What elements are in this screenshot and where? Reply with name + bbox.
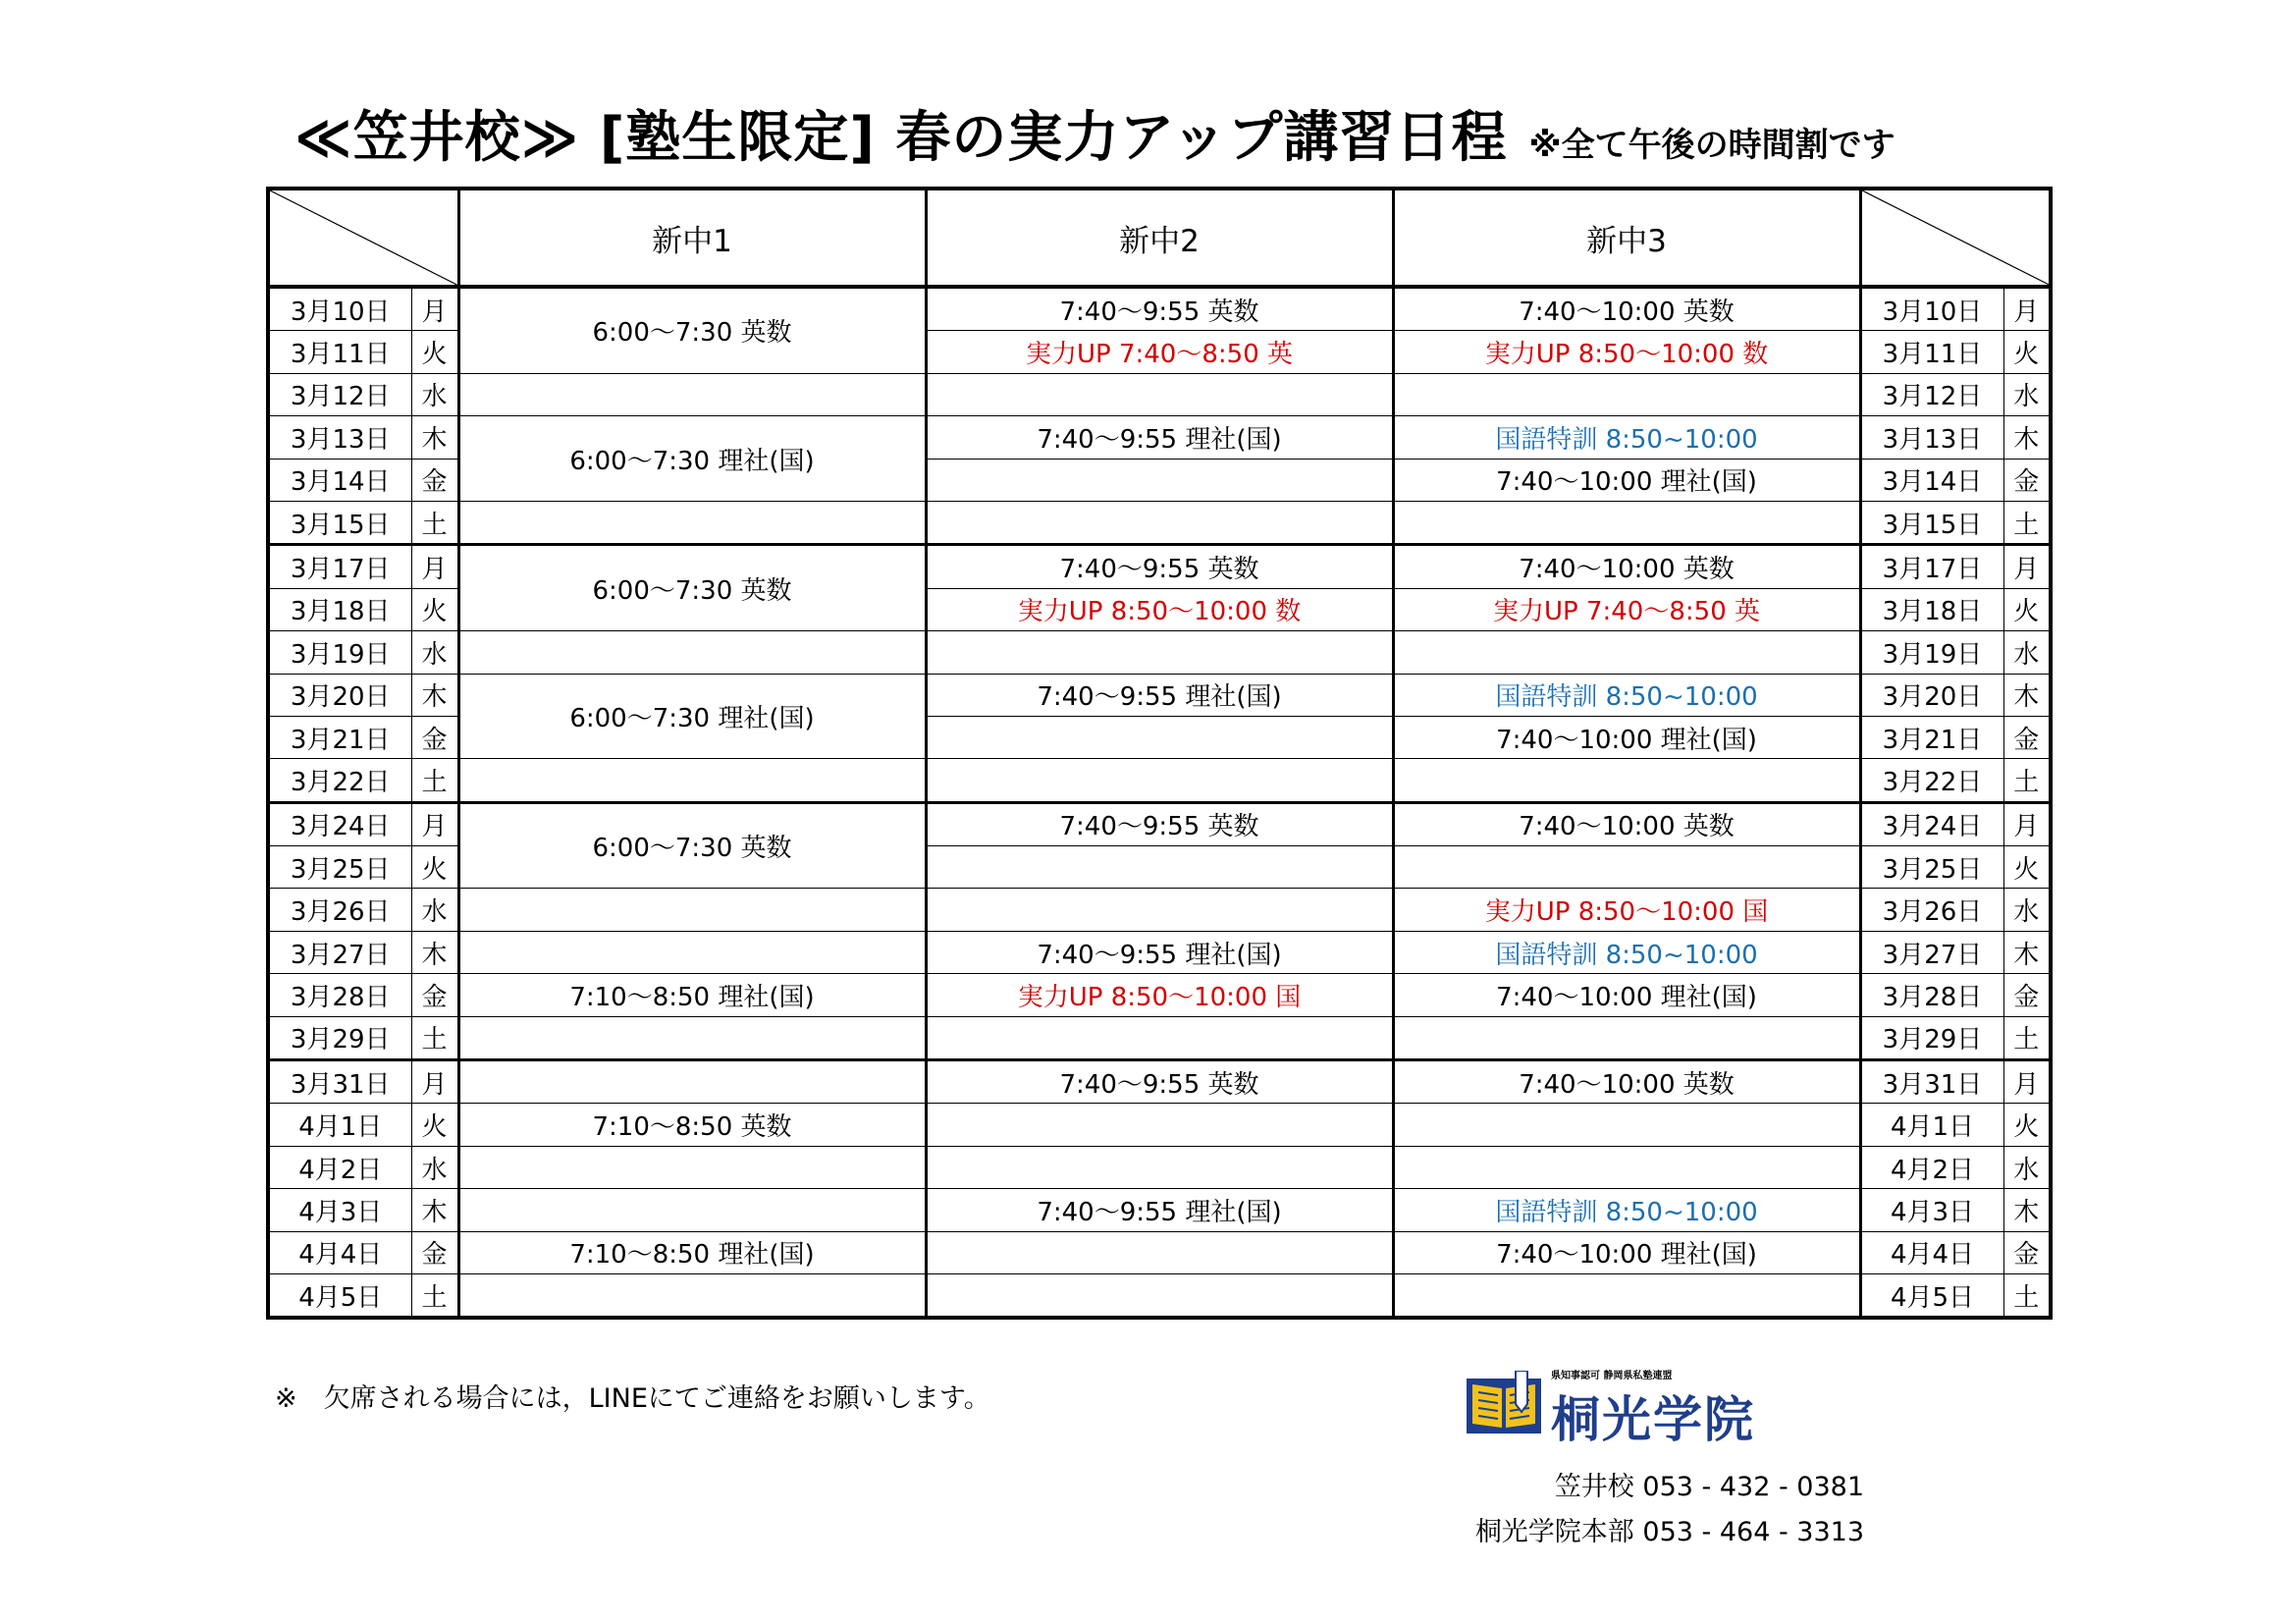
date-cell-right: 3月28日 bbox=[1860, 974, 2003, 1016]
table-row bbox=[268, 1060, 2051, 1104]
weekday-cell: 土 bbox=[411, 501, 458, 544]
grade2-cell: 7:40～9:55 理社(国) bbox=[926, 1189, 1393, 1231]
grade2-cell: 7:40～9:55 理社(国) bbox=[926, 416, 1393, 459]
weekday-cell-right: 火 bbox=[2003, 588, 2051, 630]
school-logo bbox=[1465, 1367, 1818, 1448]
grade1-cell bbox=[458, 1189, 926, 1231]
weekday-cell-right: 水 bbox=[2003, 889, 2051, 931]
date-cell: 3月13日 bbox=[268, 416, 411, 459]
weekday-cell: 木 bbox=[411, 416, 458, 459]
date-cell-right: 3月20日 bbox=[1860, 674, 2003, 716]
header-corner-right bbox=[1860, 189, 2051, 287]
grade1-cell bbox=[458, 373, 926, 415]
grade2-cell bbox=[926, 846, 1393, 889]
date-cell: 3月29日 bbox=[268, 1016, 411, 1059]
grade3-cell bbox=[1393, 759, 1860, 802]
date-cell: 3月12日 bbox=[268, 373, 411, 415]
date-cell: 3月25日 bbox=[268, 846, 411, 889]
table-row bbox=[268, 974, 2051, 1016]
grade3-cell: 7:40～10:00 英数 bbox=[1393, 1060, 1860, 1104]
grade2-cell bbox=[926, 1231, 1393, 1273]
date-cell-right: 3月19日 bbox=[1860, 631, 2003, 674]
weekday-cell-right: 月 bbox=[2003, 545, 2051, 588]
grade2-cell bbox=[926, 889, 1393, 931]
grade2-cell: 7:40～9:55 英数 bbox=[926, 287, 1393, 331]
header-row bbox=[268, 189, 2051, 287]
weekday-cell-right: 水 bbox=[2003, 373, 2051, 415]
table-row bbox=[268, 889, 2051, 931]
date-cell: 3月31日 bbox=[268, 1060, 411, 1104]
grade3-cell bbox=[1393, 1273, 1860, 1318]
weekday-cell: 金 bbox=[411, 974, 458, 1016]
footnote: ※ 欠席される場合には，LINEにてご連絡をお願いします。 bbox=[275, 1383, 990, 1414]
grade2-cell: 7:40～9:55 英数 bbox=[926, 545, 1393, 588]
date-cell-right: 3月15日 bbox=[1860, 501, 2003, 544]
grade1-cell bbox=[458, 759, 926, 802]
date-cell-right: 4月4日 bbox=[1860, 1231, 2003, 1273]
grade3-cell: 実力UP 8:50～10:00 国 bbox=[1393, 889, 1860, 931]
table-row bbox=[268, 416, 2051, 459]
weekday-cell-right: 金 bbox=[2003, 974, 2051, 1016]
date-cell-right: 3月18日 bbox=[1860, 588, 2003, 630]
grade3-cell bbox=[1393, 1104, 1860, 1146]
grade2-cell: 実力UP 8:50～10:00 国 bbox=[926, 974, 1393, 1016]
weekday-cell: 木 bbox=[411, 931, 458, 973]
grade2-cell bbox=[926, 759, 1393, 802]
header-grade2: 新中2 bbox=[926, 189, 1393, 287]
grade1-cell: 7:10～8:50 理社(国) bbox=[458, 1231, 926, 1273]
grade1-cell bbox=[458, 1016, 926, 1059]
weekday-cell-right: 木 bbox=[2003, 416, 2051, 459]
grade1-cell bbox=[458, 1060, 926, 1104]
grade3-cell bbox=[1393, 1016, 1860, 1059]
date-cell-right: 3月31日 bbox=[1860, 1060, 2003, 1104]
grade2-cell bbox=[926, 373, 1393, 415]
grade3-cell bbox=[1393, 501, 1860, 544]
page-title bbox=[294, 94, 1896, 173]
grade1-cell: 6:00～7:30 英数 bbox=[458, 287, 926, 373]
date-cell: 4月1日 bbox=[268, 1104, 411, 1146]
grade3-cell: 7:40～10:00 理社(国) bbox=[1393, 459, 1860, 501]
logo-license: 県知事認可 静岡県私塾連盟 bbox=[1551, 1371, 1673, 1381]
weekday-cell-right: 土 bbox=[2003, 1273, 2051, 1318]
date-cell: 4月3日 bbox=[268, 1189, 411, 1231]
date-cell-right: 3月29日 bbox=[1860, 1016, 2003, 1059]
date-cell-right: 3月27日 bbox=[1860, 931, 2003, 973]
grade2-cell bbox=[926, 1146, 1393, 1188]
grade3-cell: 7:40～10:00 英数 bbox=[1393, 287, 1860, 331]
title-main: ≪笠井校≫ [塾生限定] 春の実力アップ講習日程 bbox=[294, 106, 1508, 170]
title-note: ※全て午後の時間割です bbox=[1528, 126, 1896, 165]
date-cell: 4月4日 bbox=[268, 1231, 411, 1273]
weekday-cell: 水 bbox=[411, 889, 458, 931]
weekday-cell: 水 bbox=[411, 1146, 458, 1188]
date-cell-right: 4月5日 bbox=[1860, 1273, 2003, 1318]
weekday-cell-right: 木 bbox=[2003, 1189, 2051, 1231]
date-cell-right: 3月22日 bbox=[1860, 759, 2003, 802]
contact-headquarters: 桐光学院本部 053 - 464 - 3313 bbox=[1474, 1517, 1864, 1547]
table-row bbox=[268, 1273, 2051, 1318]
grade1-cell bbox=[458, 931, 926, 973]
date-cell-right: 3月12日 bbox=[1860, 373, 2003, 415]
date-cell-right: 3月24日 bbox=[1860, 802, 2003, 845]
grade3-cell: 国語特訓 8:50~10:00 bbox=[1393, 674, 1860, 716]
table-row bbox=[268, 631, 2051, 674]
date-cell: 3月14日 bbox=[268, 459, 411, 501]
weekday-cell-right: 木 bbox=[2003, 931, 2051, 973]
weekday-cell: 木 bbox=[411, 1189, 458, 1231]
grade1-cell: 7:10～8:50 英数 bbox=[458, 1104, 926, 1146]
grade2-cell: 7:40～9:55 英数 bbox=[926, 1060, 1393, 1104]
grade2-cell: 7:40～9:55 英数 bbox=[926, 802, 1393, 845]
date-cell-right: 4月1日 bbox=[1860, 1104, 2003, 1146]
grade2-cell bbox=[926, 459, 1393, 501]
grade3-cell bbox=[1393, 846, 1860, 889]
grade3-cell: 実力UP 7:40～8:50 英 bbox=[1393, 588, 1860, 630]
table-row bbox=[268, 674, 2051, 716]
table-row bbox=[268, 287, 2051, 331]
header-grade3: 新中3 bbox=[1393, 189, 1860, 287]
weekday-cell-right: 金 bbox=[2003, 1231, 2051, 1273]
weekday-cell-right: 土 bbox=[2003, 1016, 2051, 1059]
grade2-cell: 7:40～9:55 理社(国) bbox=[926, 674, 1393, 716]
date-cell-right: 3月26日 bbox=[1860, 889, 2003, 931]
grade1-cell: 6:00～7:30 英数 bbox=[458, 802, 926, 889]
grade3-cell bbox=[1393, 1146, 1860, 1188]
grade2-cell bbox=[926, 1016, 1393, 1059]
schedule-body bbox=[268, 287, 2051, 1318]
date-cell-right: 4月3日 bbox=[1860, 1189, 2003, 1231]
date-cell: 3月24日 bbox=[268, 802, 411, 845]
date-cell-right: 3月21日 bbox=[1860, 716, 2003, 758]
contact-branch: 笠井校 053 - 432 - 0381 bbox=[1554, 1472, 1864, 1502]
weekday-cell: 月 bbox=[411, 802, 458, 845]
grade2-cell bbox=[926, 1273, 1393, 1318]
grade2-cell bbox=[926, 631, 1393, 674]
header-grade1: 新中1 bbox=[458, 189, 926, 287]
date-cell: 3月18日 bbox=[268, 588, 411, 630]
date-cell: 3月19日 bbox=[268, 631, 411, 674]
date-cell: 3月27日 bbox=[268, 931, 411, 973]
grade3-cell bbox=[1393, 631, 1860, 674]
grade3-cell: 実力UP 8:50～10:00 数 bbox=[1393, 331, 1860, 373]
weekday-cell: 火 bbox=[411, 331, 458, 373]
table-row bbox=[268, 501, 2051, 544]
table-row bbox=[268, 1231, 2051, 1273]
grade2-cell bbox=[926, 716, 1393, 758]
grade3-cell: 国語特訓 8:50~10:00 bbox=[1393, 931, 1860, 973]
grade1-cell bbox=[458, 501, 926, 544]
table-row bbox=[268, 1146, 2051, 1188]
grade1-cell bbox=[458, 889, 926, 931]
weekday-cell-right: 金 bbox=[2003, 459, 2051, 501]
table-row bbox=[268, 1189, 2051, 1231]
date-cell: 3月28日 bbox=[268, 974, 411, 1016]
date-cell: 3月22日 bbox=[268, 759, 411, 802]
grade2-cell bbox=[926, 501, 1393, 544]
weekday-cell-right: 土 bbox=[2003, 759, 2051, 802]
grade3-cell: 7:40～10:00 理社(国) bbox=[1393, 974, 1860, 1016]
weekday-cell: 火 bbox=[411, 846, 458, 889]
weekday-cell: 月 bbox=[411, 545, 458, 588]
weekday-cell: 金 bbox=[411, 459, 458, 501]
weekday-cell-right: 土 bbox=[2003, 501, 2051, 544]
table-row bbox=[268, 545, 2051, 588]
weekday-cell: 木 bbox=[411, 674, 458, 716]
grade1-cell bbox=[458, 1146, 926, 1188]
weekday-cell-right: 火 bbox=[2003, 331, 2051, 373]
weekday-cell-right: 火 bbox=[2003, 846, 2051, 889]
date-cell: 3月26日 bbox=[268, 889, 411, 931]
grade1-cell: 6:00～7:30 理社(国) bbox=[458, 674, 926, 759]
grade1-cell: 6:00～7:30 理社(国) bbox=[458, 416, 926, 502]
grade1-cell bbox=[458, 631, 926, 674]
weekday-cell: 土 bbox=[411, 1016, 458, 1059]
table-row bbox=[268, 802, 2051, 845]
grade3-cell: 7:40～10:00 英数 bbox=[1393, 802, 1860, 845]
table-row bbox=[268, 1016, 2051, 1059]
schedule-table bbox=[266, 187, 2053, 1320]
date-cell-right: 3月14日 bbox=[1860, 459, 2003, 501]
weekday-cell-right: 水 bbox=[2003, 1146, 2051, 1188]
grade1-cell: 7:10～8:50 理社(国) bbox=[458, 974, 926, 1016]
date-cell-right: 3月25日 bbox=[1860, 846, 2003, 889]
weekday-cell: 土 bbox=[411, 1273, 458, 1318]
weekday-cell: 火 bbox=[411, 1104, 458, 1146]
date-cell: 4月2日 bbox=[268, 1146, 411, 1188]
weekday-cell: 金 bbox=[411, 1231, 458, 1273]
grade2-cell bbox=[926, 1104, 1393, 1146]
date-cell-right: 3月17日 bbox=[1860, 545, 2003, 588]
grade2-cell: 実力UP 8:50～10:00 数 bbox=[926, 588, 1393, 630]
table-row bbox=[268, 373, 2051, 415]
grade3-cell: 7:40～10:00 英数 bbox=[1393, 545, 1860, 588]
table-row bbox=[268, 1104, 2051, 1146]
date-cell-right: 3月13日 bbox=[1860, 416, 2003, 459]
date-cell: 3月20日 bbox=[268, 674, 411, 716]
grade3-cell: 7:40～10:00 理社(国) bbox=[1393, 1231, 1860, 1273]
weekday-cell: 金 bbox=[411, 716, 458, 758]
date-cell-right: 4月2日 bbox=[1860, 1146, 2003, 1188]
grade3-cell bbox=[1393, 373, 1860, 415]
date-cell-right: 3月11日 bbox=[1860, 331, 2003, 373]
table-row bbox=[268, 759, 2051, 802]
grade1-cell: 6:00～7:30 英数 bbox=[458, 545, 926, 631]
weekday-cell: 土 bbox=[411, 759, 458, 802]
grade3-cell: 7:40～10:00 理社(国) bbox=[1393, 716, 1860, 758]
date-cell-right: 3月10日 bbox=[1860, 287, 2003, 331]
grade2-cell: 7:40～9:55 理社(国) bbox=[926, 931, 1393, 973]
grade3-cell: 国語特訓 8:50~10:00 bbox=[1393, 1189, 1860, 1231]
weekday-cell-right: 木 bbox=[2003, 674, 2051, 716]
grade3-cell: 国語特訓 8:50~10:00 bbox=[1393, 416, 1860, 459]
weekday-cell-right: 月 bbox=[2003, 1060, 2051, 1104]
date-cell: 3月21日 bbox=[268, 716, 411, 758]
header-corner-left bbox=[268, 189, 458, 287]
weekday-cell-right: 月 bbox=[2003, 802, 2051, 845]
date-cell: 4月5日 bbox=[268, 1273, 411, 1318]
weekday-cell: 水 bbox=[411, 373, 458, 415]
table-row bbox=[268, 931, 2051, 973]
grade2-cell: 実力UP 7:40～8:50 英 bbox=[926, 331, 1393, 373]
date-cell: 3月10日 bbox=[268, 287, 411, 331]
weekday-cell-right: 水 bbox=[2003, 631, 2051, 674]
grade1-cell bbox=[458, 1273, 926, 1318]
weekday-cell: 月 bbox=[411, 287, 458, 331]
weekday-cell-right: 月 bbox=[2003, 287, 2051, 331]
weekday-cell: 火 bbox=[411, 588, 458, 630]
weekday-cell: 月 bbox=[411, 1060, 458, 1104]
logo-name: 桐光学院 bbox=[1551, 1391, 1755, 1448]
open-book-pen-icon bbox=[1465, 1371, 1543, 1435]
weekday-cell: 水 bbox=[411, 631, 458, 674]
date-cell: 3月11日 bbox=[268, 331, 411, 373]
weekday-cell-right: 金 bbox=[2003, 716, 2051, 758]
weekday-cell-right: 火 bbox=[2003, 1104, 2051, 1146]
date-cell: 3月15日 bbox=[268, 501, 411, 544]
date-cell: 3月17日 bbox=[268, 545, 411, 588]
